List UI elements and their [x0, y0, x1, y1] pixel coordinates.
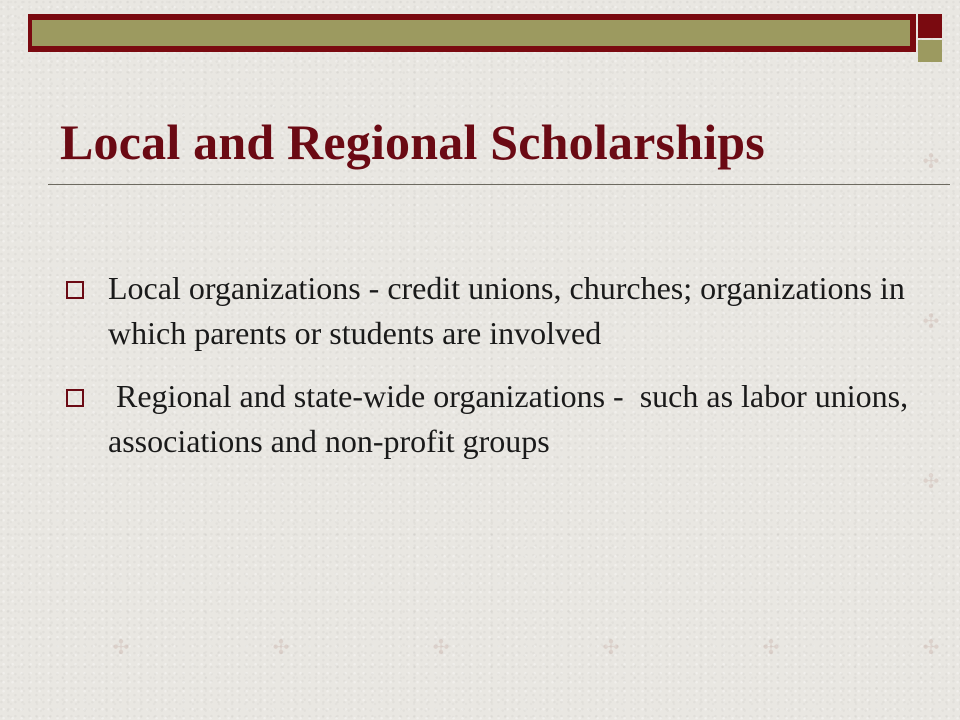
ornament-icon: ✣	[272, 635, 290, 659]
corner-accent-olive-block	[918, 40, 942, 62]
slide-title: Local and Regional Scholarships	[60, 114, 765, 170]
ornament-icon: ✣	[602, 635, 620, 659]
ornament-icon: ✣	[922, 635, 940, 659]
ornament-icon: ✣	[922, 149, 940, 173]
bullet-text: Local organizations - credit unions, churches; organizations in which parents or students are involved	[108, 270, 905, 351]
top-decorative-band	[28, 14, 916, 52]
square-outline-icon	[66, 389, 84, 407]
bullet-text: Regional and state-wide organizations - such as labor unions, associations and non-profit groups	[108, 378, 917, 459]
ornament-icon: ✣	[922, 469, 940, 493]
bullet-item-regional	[60, 374, 920, 464]
square-outline-icon	[66, 281, 84, 299]
title-divider	[48, 184, 950, 185]
top-band-olive-strip	[32, 20, 910, 46]
ornament-icon: ✣	[922, 309, 940, 333]
bullet-item-local	[60, 266, 920, 356]
ornament-icon: ✣	[112, 635, 130, 659]
ornament-icon: ✣	[762, 635, 780, 659]
ornament-icon: ✣	[432, 635, 450, 659]
bullet-list	[60, 266, 920, 482]
corner-accent-block	[918, 14, 942, 38]
